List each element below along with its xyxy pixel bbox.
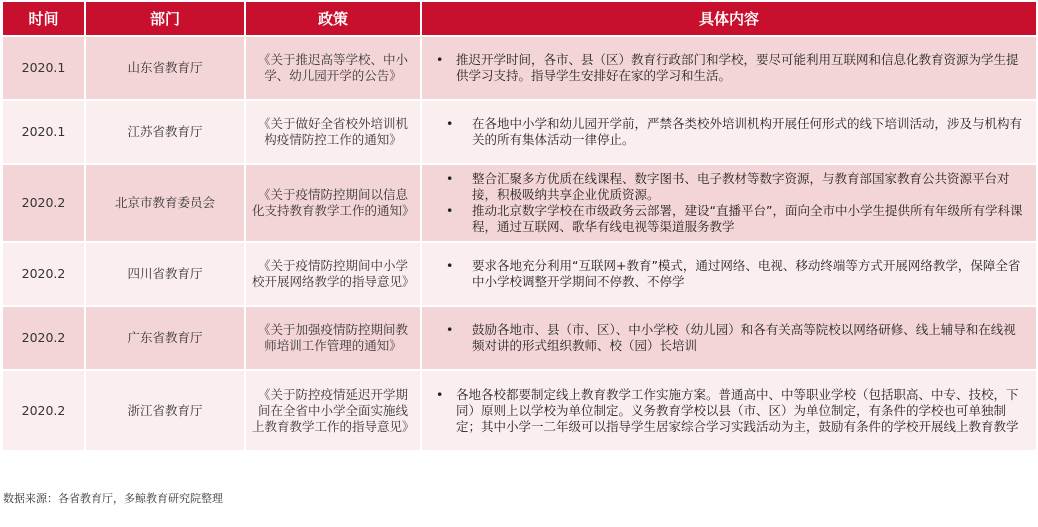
header-content: 具体内容	[421, 2, 1036, 36]
cell-policy: 《关于疫情防控期间以信息化支持教育教学工作的通知》	[245, 164, 421, 242]
bullet-item	[432, 171, 1028, 203]
table-row	[3, 164, 1036, 242]
cell-policy: 《关于加强疫情防控期间教师培训工作管理的通知》	[245, 306, 421, 370]
cell-time: 2020.1	[3, 36, 85, 100]
header-time: 时间	[3, 2, 85, 36]
cell-policy: 《关于推迟高等学校、中小学、幼儿园开学的公告》	[245, 36, 421, 100]
bullet-item	[432, 116, 1028, 148]
data-source-note: 数据来源：各省教育厅，多鲸教育研究院整理	[3, 492, 223, 505]
bullet-icon: •	[436, 386, 444, 402]
bullet-text: 要求各地充分利用“互联网+教育”模式，通过网络、电视、移动终端等方式开展网络教学，保障全省中小学校调整开学期间不停教、不停学	[472, 258, 1021, 289]
table-header-row	[3, 2, 1036, 36]
cell-policy: 《关于防控疫情延迟开学期间在全省中小学全面实施线上教育教学工作的指导意见》	[245, 370, 421, 450]
cell-policy: 《关于做好全省校外培训机构疫情防控工作的通知》	[245, 100, 421, 164]
cell-content	[421, 306, 1036, 370]
bullet-text: 整合汇聚多方优质在线课程、数字图书、电子教材等数字资源，与教育部国家教育公共资源平台对接，积极吸纳共享企业优质资源。	[472, 171, 1010, 202]
policy-table	[3, 2, 1036, 450]
bullet-item	[432, 322, 1028, 354]
cell-dept: 北京市教育委员会	[85, 164, 245, 242]
table-row	[3, 242, 1036, 306]
cell-time: 2020.2	[3, 164, 85, 242]
cell-content	[421, 100, 1036, 164]
cell-dept: 山东省教育厅	[85, 36, 245, 100]
bullet-icon: •	[446, 116, 454, 131]
bullet-text: 推迟开学时间，各市、县（区）教育行政部门和学校，要尽可能利用互联网和信息化教育资源为学生提供学习支持。指导学生安排好在家的学习和生活。	[456, 52, 1019, 83]
bullet-icon: •	[446, 322, 454, 337]
header-policy: 政策	[245, 2, 421, 36]
bullet-text: 各地各校都要制定线上教育教学工作实施方案。普通高中、中等职业学校（包括职高、中专、技校，下同）原则上以学校为单位制定。义务教育学校以县（市、区）为单位制定，有条件的学校也可单独制定；其中小学一二年级可以指导学生居家综合学习实践活动为主，鼓励有条件的学校开展线上教育教学	[456, 386, 1019, 434]
cell-dept: 江苏省教育厅	[85, 100, 245, 164]
cell-time: 2020.2	[3, 242, 85, 306]
cell-time: 2020.2	[3, 306, 85, 370]
table-row	[3, 370, 1036, 450]
cell-time: 2020.1	[3, 100, 85, 164]
header-dept: 部门	[85, 2, 245, 36]
bullet-item	[432, 203, 1028, 235]
bullet-icon: •	[446, 203, 454, 218]
cell-policy: 《关于疫情防控期间中小学校开展网络教学的指导意见》	[245, 242, 421, 306]
cell-content	[421, 370, 1036, 450]
cell-dept: 广东省教育厅	[85, 306, 245, 370]
table-row	[3, 36, 1036, 100]
bullet-text: 推动北京数字学校在市级政务云部署，建设“直播平台”，面向全市中小学生提供所有年级所有学科课程，通过互联网、歌华有线电视等渠道服务教学	[472, 203, 1023, 234]
bullet-icon: •	[446, 258, 454, 273]
bullet-item	[432, 52, 1028, 84]
bullet-icon: •	[436, 52, 444, 67]
cell-content	[421, 164, 1036, 242]
bullet-icon: •	[446, 171, 454, 186]
bullet-text: 在各地中小学和幼儿园开学前，严禁各类校外培训机构开展任何形式的线下培训活动，涉及与机构有关的所有集体活动一律停止。	[472, 116, 1023, 147]
cell-content	[421, 36, 1036, 100]
cell-content	[421, 242, 1036, 306]
table-row	[3, 306, 1036, 370]
table-row	[3, 100, 1036, 164]
cell-time: 2020.2	[3, 370, 85, 450]
cell-dept: 四川省教育厅	[85, 242, 245, 306]
cell-dept: 浙江省教育厅	[85, 370, 245, 450]
bullet-item	[432, 258, 1028, 290]
bullet-item	[432, 387, 1028, 435]
bullet-text: 鼓励各地市、县（市、区）、中小学校（幼儿园）和各有关高等院校以网络研修、线上辅导和在线视频对讲的形式组织教师、校（园）长培训	[472, 322, 1016, 353]
